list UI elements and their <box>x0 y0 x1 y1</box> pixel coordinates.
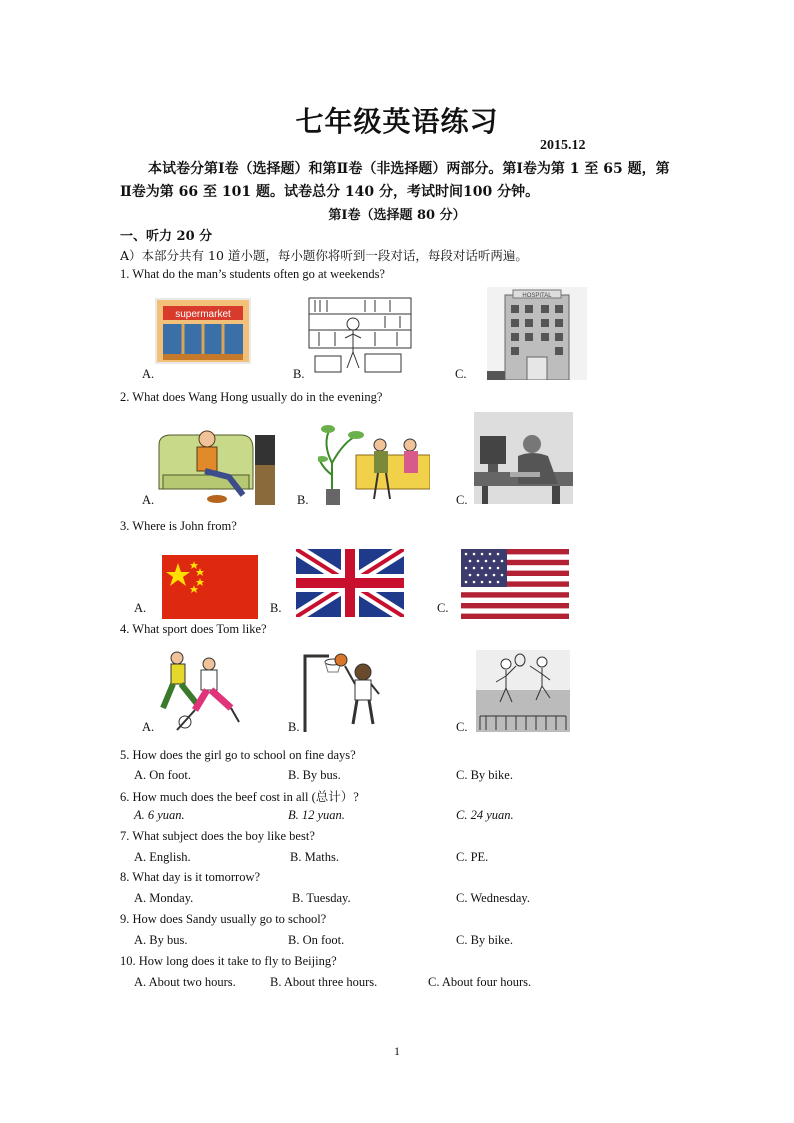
question-1: 1. What do the man’s students often go at weekends? <box>120 267 385 281</box>
q6-option-b: B. 12 yuan. <box>288 808 345 822</box>
uk-flag-icon <box>296 549 404 617</box>
building-sign-text: HOSPITAL <box>522 293 552 299</box>
q3-option-c: C. <box>437 601 449 615</box>
chatting-on-sofa-image <box>318 415 430 507</box>
q5-option-a: A. On foot. <box>134 768 191 782</box>
intro-line-2: Ⅱ卷为第 66 至 101 题。试卷总分 140 分，考试时间100 分钟。 <box>120 184 540 200</box>
q8-option-b: B. Tuesday. <box>292 891 351 905</box>
page-number: 1 <box>394 1044 400 1058</box>
q7-option-c: C. PE. <box>456 850 489 864</box>
exam-date: 2015.12 <box>540 138 586 153</box>
q3-option-b: B. <box>270 601 282 615</box>
q2-option-c: C. <box>456 493 468 507</box>
library-image <box>305 294 415 380</box>
intro-line-1: 本试卷分第Ⅰ卷（选择题）和第Ⅱ卷（非选择题）两部分。第Ⅰ卷为第 1 至 65 题，第 <box>148 161 670 177</box>
q10-option-a: A. About two hours. <box>134 975 236 989</box>
q3-option-a: A. <box>134 601 147 615</box>
question-5: 5. How does the girl go to school on fine days? <box>120 748 356 762</box>
supermarket-image <box>155 298 251 364</box>
computer-user-image <box>474 412 573 504</box>
q1-option-b: B. <box>293 367 305 381</box>
q2-option-a: A. <box>142 493 155 507</box>
question-6: 6. How much does the beef cost in all (总计）? <box>120 790 359 804</box>
q5-option-c: C. By bike. <box>456 768 513 782</box>
q8-option-c: C. Wednesday. <box>456 891 530 905</box>
question-8: 8. What day is it tomorrow? <box>120 870 261 884</box>
q7-option-b: B. Maths. <box>290 850 339 864</box>
q1-option-c: C. <box>455 367 467 381</box>
question-9: 9. How does Sandy usually go to school? <box>120 912 327 926</box>
basketball-image <box>303 650 393 732</box>
question-3: 3. Where is John from? <box>120 519 237 533</box>
question-10: 10. How long does it take to fly to Beijing? <box>120 954 337 968</box>
question-4: 4. What sport does Tom like? <box>120 622 267 636</box>
part-heading: 第Ⅰ卷（选择题 80 分） <box>328 208 466 223</box>
q9-option-a: A. By bus. <box>134 933 188 947</box>
q8-option-a: A. Monday. <box>134 891 194 905</box>
exam-intro <box>120 158 680 204</box>
q6-option-c: C. 24 yuan. <box>456 808 514 822</box>
question-2: 2. What does Wang Hong usually do in the evening? <box>120 390 383 404</box>
q10-option-c: C. About four hours. <box>428 975 532 989</box>
page-title: 七年级英语练习 <box>295 105 499 138</box>
football-players-image <box>155 650 247 736</box>
china-flag-icon <box>162 555 258 619</box>
tennis-image <box>476 650 570 732</box>
q4-option-c: C. <box>456 720 468 734</box>
question-7: 7. What subject does the boy like best? <box>120 829 315 843</box>
q9-option-b: B. On foot. <box>288 933 345 947</box>
q4-option-b: B. <box>288 720 300 734</box>
section-heading: 一、听力 20 分 <box>120 229 213 244</box>
q6-option-a: A. 6 yuan. <box>134 808 185 822</box>
q2-option-b: B. <box>297 493 309 507</box>
q1-option-a: A. <box>142 367 155 381</box>
q7-option-a: A. English. <box>134 850 191 864</box>
hospital-building-image <box>487 287 587 380</box>
q5-option-b: B. By bus. <box>288 768 341 782</box>
q9-option-c: C. By bike. <box>456 933 513 947</box>
q4-option-a: A. <box>142 720 155 734</box>
section-instruction: A）本部分共有 10 道小题，每小题你将听到一段对话，每段对话听两遍。 <box>120 248 528 263</box>
q10-option-b: B. About three hours. <box>270 975 378 989</box>
watching-tv-image <box>155 415 277 507</box>
usa-flag-icon <box>461 549 569 619</box>
supermarket-sign-text: supermarket <box>175 309 231 320</box>
